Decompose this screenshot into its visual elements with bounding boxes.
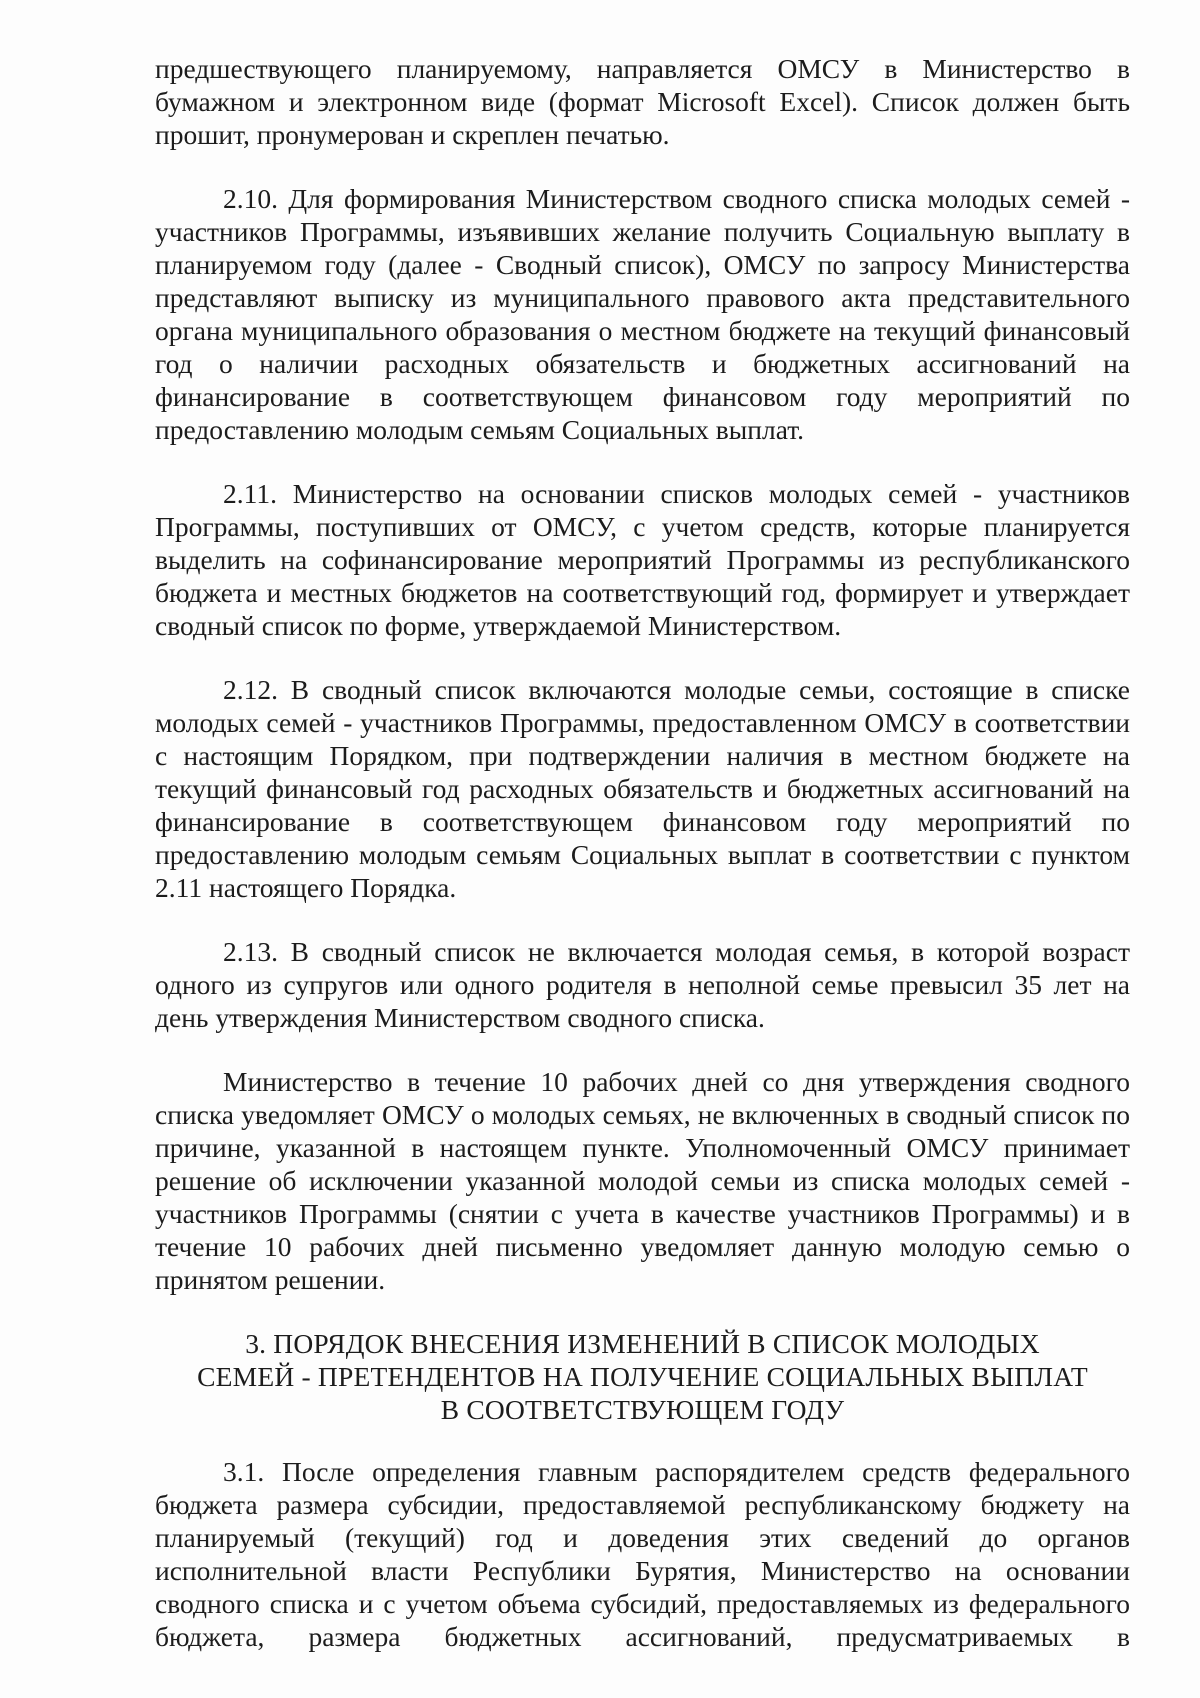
paragraph-3-1: 3.1. После определения главным распорядителем средств федерального бюджета размера субсидии, предоставляемой республиканскому бюджету на планируемый (текущий) год и доведения этих сведений до органов исполнительной власти Республики Бурятия, Министерство на основании сводного списка и с учетом объема субсидий, предоставляемых из федерального бюджета, размера бюджетных ассигнований, предусматриваемых в — [155, 1456, 1130, 1652]
paragraph-2-11: 2.11. Министерство на основании списков молодых семей - участников Программы, поступивших от ОМСУ, с учетом средств, которые планируется выделить на софинансирование мероприятий Программы из республиканского бюджета и местных бюджетов на соответствующий год, формирует и утверждает сводный список по форме, утверждаемой Министерством. — [155, 478, 1130, 641]
paragraph-2-10: 2.10. Для формирования Министерством сводного списка молодых семей - участников Программы, изъявивших желание получить Социальную выплату в планируемом году (далее - Сводный список), ОМСУ по запросу Министерства представляют выписку из муниципального правового акта представительного органа муниципального образования о местном бюджете на текущий финансовый год о наличии расходных обязательств и бюджетных ассигнований на финансирование в соответствующем финансовом году мероприятий по предоставлению молодым семьям Социальных выплат. — [155, 183, 1130, 445]
paragraph-2-12: 2.12. В сводный список включаются молодые семьи, состоящие в списке молодых семей - участников Программы, предоставленном ОМСУ в соответствии с настоящим Порядком, при подтверждении наличия в местном бюджете на текущий финансовый год расходных обязательств и бюджетных ассигнований на финансирование в соответствующем финансовом году мероприятий по предоставлению молодым семьям Социальных выплат в соответствии с пунктом 2.11 настоящего Порядка. — [155, 674, 1130, 903]
document-body — [155, 52, 1130, 1684]
section-heading-line-2: СЕМЕЙ - ПРЕТЕНДЕНТОВ НА ПОЛУЧЕНИЕ СОЦИАЛЬНЫХ ВЫПЛАТ — [197, 1361, 1088, 1392]
paragraph-notification: Министерство в течение 10 рабочих дней со дня утверждения сводного списка уведомляет ОМСУ о молодых семьях, не включенных в сводный список по причине, указанной в настоящем пункте. Уполномоченный ОМСУ принимает решение об исключении указанной молодой семьи из списка молодых семей - участников Программы (снятии с учета в качестве участников Программы) и в течение 10 рабочих дней письменно уведомляет данную молодую семью о принятом решении. — [155, 1066, 1130, 1295]
section-heading-line-3: В СООТВЕТСТВУЮЩЕМ ГОДУ — [440, 1394, 845, 1425]
section-heading — [155, 1327, 1130, 1426]
section-heading-line-1: 3. ПОРЯДОК ВНЕСЕНИЯ ИЗМЕНЕНИЙ В СПИСОК МОЛОДЫХ — [245, 1328, 1040, 1359]
paragraph-2-13: 2.13. В сводный список не включается молодая семья, в которой возраст одного из супругов или одного родителя в неполной семье превысил 35 лет на день утверждения Министерством сводного списка. — [155, 936, 1130, 1033]
paragraph-continuation: предшествующего планируемому, направляется ОМСУ в Министерство в бумажном и электронном виде (формат Microsoft Excel). Список должен быть прошит, пронумерован и скреплен печатью. — [155, 53, 1130, 150]
